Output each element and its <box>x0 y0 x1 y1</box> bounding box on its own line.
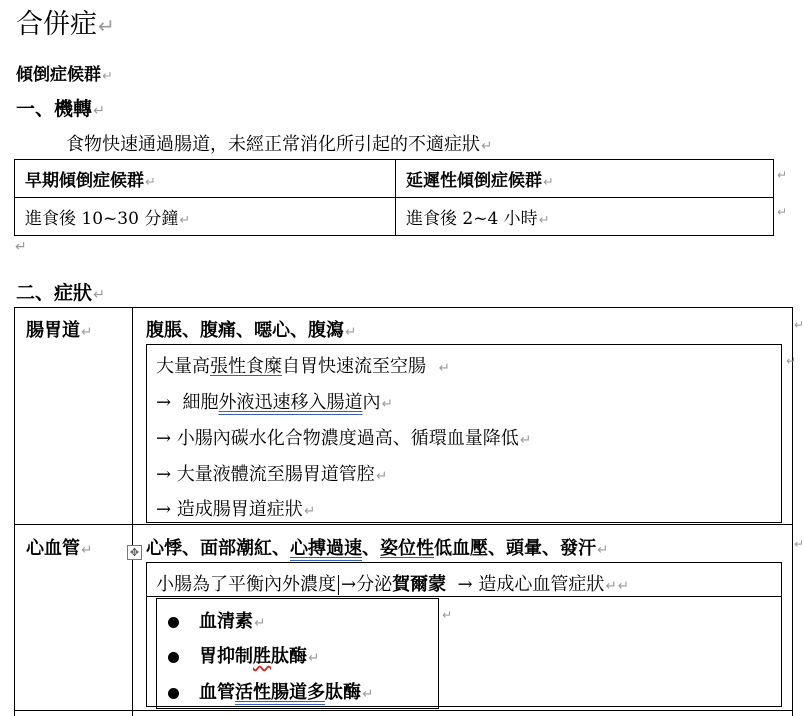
gi-label: 腸胃道↵ <box>26 320 93 341</box>
table-divider-row <box>14 524 793 525</box>
dumping-syndrome-heading: 傾倒症候群↵ <box>16 65 113 85</box>
table-cell-early[interactable]: 進食後 10~30 分鐘↵ <box>15 198 396 236</box>
flow-box-border <box>781 344 782 523</box>
mechanism-description: 食物快速通過腸道，未經正常消化所引起的不適症狀↵ <box>66 134 493 155</box>
bullet-icon <box>168 617 179 628</box>
hormone-box-border <box>438 598 439 709</box>
table-row <box>15 198 774 236</box>
flow-line-2: → 細胞外液迅速移入腸道內↵ <box>156 392 393 413</box>
flow-box-border <box>146 344 147 523</box>
table-cell-late[interactable]: 進食後 2~4 小時↵ <box>396 198 774 236</box>
hormone-item: 胃抑制胜肽酶↵ <box>168 642 319 668</box>
gi-symptoms-summary: 腹脹、腹痛、噁心、腹瀉↵ <box>146 320 357 341</box>
row-end-mark: ↵ <box>777 168 788 182</box>
table-header-late[interactable]: 延遲性傾倒症候群↵ <box>396 160 774 198</box>
cv-box-border <box>146 706 782 707</box>
flow-line-5: → 造成腸胃道症狀↵ <box>156 499 316 520</box>
hormone-item: 血管活性腸道多肽酶↵ <box>168 678 373 704</box>
table-header-row <box>15 160 774 198</box>
flow-line-1: 大量高張性食糜自胃快速流至空腸 ↵ <box>156 356 450 377</box>
table-divider-column <box>132 307 133 716</box>
table-border-left <box>14 307 15 716</box>
empty-paragraph-mark: ↵ <box>15 239 27 255</box>
table-border-top <box>14 307 793 308</box>
flow-line-4: → 大量液體流至腸胃道管腔↵ <box>156 464 388 485</box>
page-title: 合併症↵ <box>16 9 115 40</box>
timing-table <box>14 159 774 236</box>
row-end-mark: ↵ <box>794 537 804 551</box>
flow-box-border <box>146 344 782 345</box>
cv-mechanism-line: 小腸為了平衡內外濃度 →分泌賀爾蒙 → 造成心血管症狀↵↵ <box>156 574 629 595</box>
bullet-icon <box>168 688 179 699</box>
row-end-mark: ↵ <box>786 354 797 368</box>
cv-label: 心血管↵ <box>26 538 93 559</box>
symptoms-heading: 二、症狀↵ <box>16 282 105 304</box>
flow-line-3: → 小腸內碳水化合物濃度過高、循環血量降低↵ <box>156 428 532 449</box>
row-end-mark: ↵ <box>442 608 453 622</box>
table-border-right <box>792 307 793 716</box>
cv-box-border <box>146 596 782 597</box>
bullet-icon <box>168 652 179 663</box>
table-header-early[interactable]: 早期傾倒症候群↵ <box>15 160 396 198</box>
hormone-box-border <box>156 708 439 709</box>
hormone-box-border <box>156 598 157 709</box>
hormone-item: 血清素↵ <box>168 607 265 633</box>
cv-box-border <box>781 562 782 707</box>
text-cursor <box>338 575 339 595</box>
row-end-mark: ↵ <box>794 318 804 332</box>
hormone-box-border <box>156 598 439 599</box>
cv-symptoms-summary: 心悸、面部潮紅、心搏過速、姿位性低血壓、頭暈、發汗↵ <box>146 538 609 559</box>
row-end-mark: ↵ <box>777 205 788 219</box>
mechanism-heading: 一、機轉↵ <box>16 98 105 120</box>
flow-box-border <box>146 522 782 523</box>
cv-box-border <box>146 562 147 707</box>
table-move-handle-icon[interactable]: ✥ <box>127 545 142 560</box>
table-border-bottom <box>14 710 793 711</box>
cv-box-border <box>146 562 782 563</box>
